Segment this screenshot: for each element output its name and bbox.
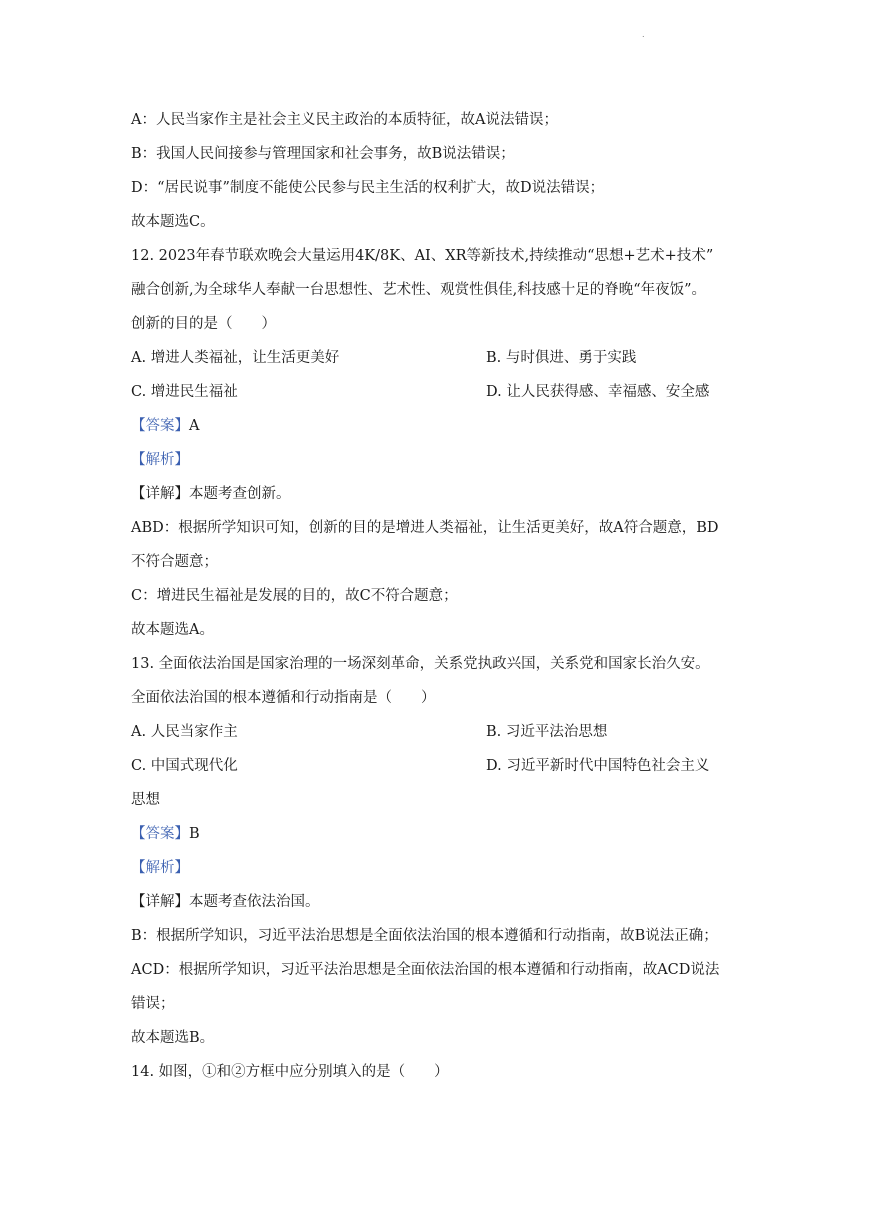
q12-conclusion: 故本题选A。 (131, 622, 214, 638)
q13-explanation-line: B：根据所学知识，习近平法治思想是全面依法治国的根本遵循和行动指南，故B说法正确； (131, 928, 718, 944)
q13-conclusion: 故本题选B。 (131, 1030, 215, 1046)
q13-option-b: B. 习近平法治思想 (486, 724, 608, 740)
explanation-line: B：我国人民间接参与管理国家和社会事务，故B说法错误； (131, 146, 515, 162)
q12-explanation-line: ABD：根据所学知识可知，创新的目的是增进人类福祉，让生活更美好，故A符合题意，BD (131, 520, 719, 536)
answer-value: A (189, 418, 200, 434)
detail-text: 本题考查创新。 (189, 486, 291, 502)
q13-explanation-line: ACD：根据所学知识，习近平法治思想是全面依法治国的根本遵循和行动指南，故ACD说法 (131, 962, 720, 978)
q13-option-a: A. 人民当家作主 (131, 724, 238, 740)
q13-analysis (131, 851, 741, 885)
answer-value: B (189, 826, 200, 842)
q13-stem-line: 全面依法治国的根本遵循和行动指南是（ ） (131, 690, 436, 706)
q13-option-d: D. 习近平新时代中国特色社会主义 (486, 758, 710, 774)
answer-label: 【答案】 (131, 418, 189, 434)
q12-stem-line: 融合创新,为全球华人奉献一台思想性、艺术性、观赏性俱佳,科技感十足的脊晚“年夜饭”。 (131, 282, 707, 298)
explanation-line: A：人民当家作主是社会主义民主政治的本质特征，故A说法错误； (131, 112, 558, 128)
q13-explanation-line: 错误； (131, 996, 175, 1012)
explanation-line: D：“居民说事”制度不能使公民参与民主生活的权利扩大，故D说法错误； (131, 180, 605, 196)
conclusion-line: 故本题选C。 (131, 214, 215, 230)
analysis-label: 【解析】 (131, 860, 189, 876)
q12-detail (131, 477, 741, 511)
q13-options-row (131, 715, 741, 749)
q12-stem-line: 创新的目的是（ ） (131, 316, 276, 332)
q12-options-row (131, 375, 741, 409)
q13-options-row (131, 749, 741, 783)
document-page (131, 103, 741, 1089)
q12-option-b: B. 与时俱进、勇于实践 (486, 350, 637, 366)
header-dot: . (642, 30, 645, 39)
q14-stem: 14. 如图，①和②方框中应分别填入的是（ ） (131, 1064, 449, 1080)
q13-option-d-continuation: 思想 (131, 792, 160, 808)
detail-label: 【详解】 (131, 894, 189, 910)
detail-label: 【详解】 (131, 486, 189, 502)
q12-answer (131, 409, 741, 443)
q13-option-c: C. 中国式现代化 (131, 758, 238, 774)
q12-option-d: D. 让人民获得感、幸福感、安全感 (486, 384, 710, 400)
q12-explanation-line: C：增进民生福祉是发展的目的，故C不符合题意； (131, 588, 458, 604)
q12-analysis (131, 443, 741, 477)
answer-label: 【答案】 (131, 826, 189, 842)
detail-text: 本题考查依法治国。 (189, 894, 320, 910)
q13-detail (131, 885, 741, 919)
q12-option-a: A. 增进人类福祉，让生活更美好 (131, 350, 340, 366)
q12-option-c: C. 增进民生福祉 (131, 384, 238, 400)
q12-options-row (131, 341, 741, 375)
q13-answer (131, 817, 741, 851)
q12-stem-line: 12. 2023年春节联欢晚会大量运用4K/8K、AI、XR等新技术,持续推动“思想+艺术+技术” (131, 248, 714, 264)
q12-explanation-line: 不符合题意； (131, 554, 218, 570)
q13-stem-line: 13. 全面依法治国是国家治理的一场深刻革命，关系党执政兴国，关系党和国家长治久安。 (131, 656, 710, 672)
analysis-label: 【解析】 (131, 452, 189, 468)
